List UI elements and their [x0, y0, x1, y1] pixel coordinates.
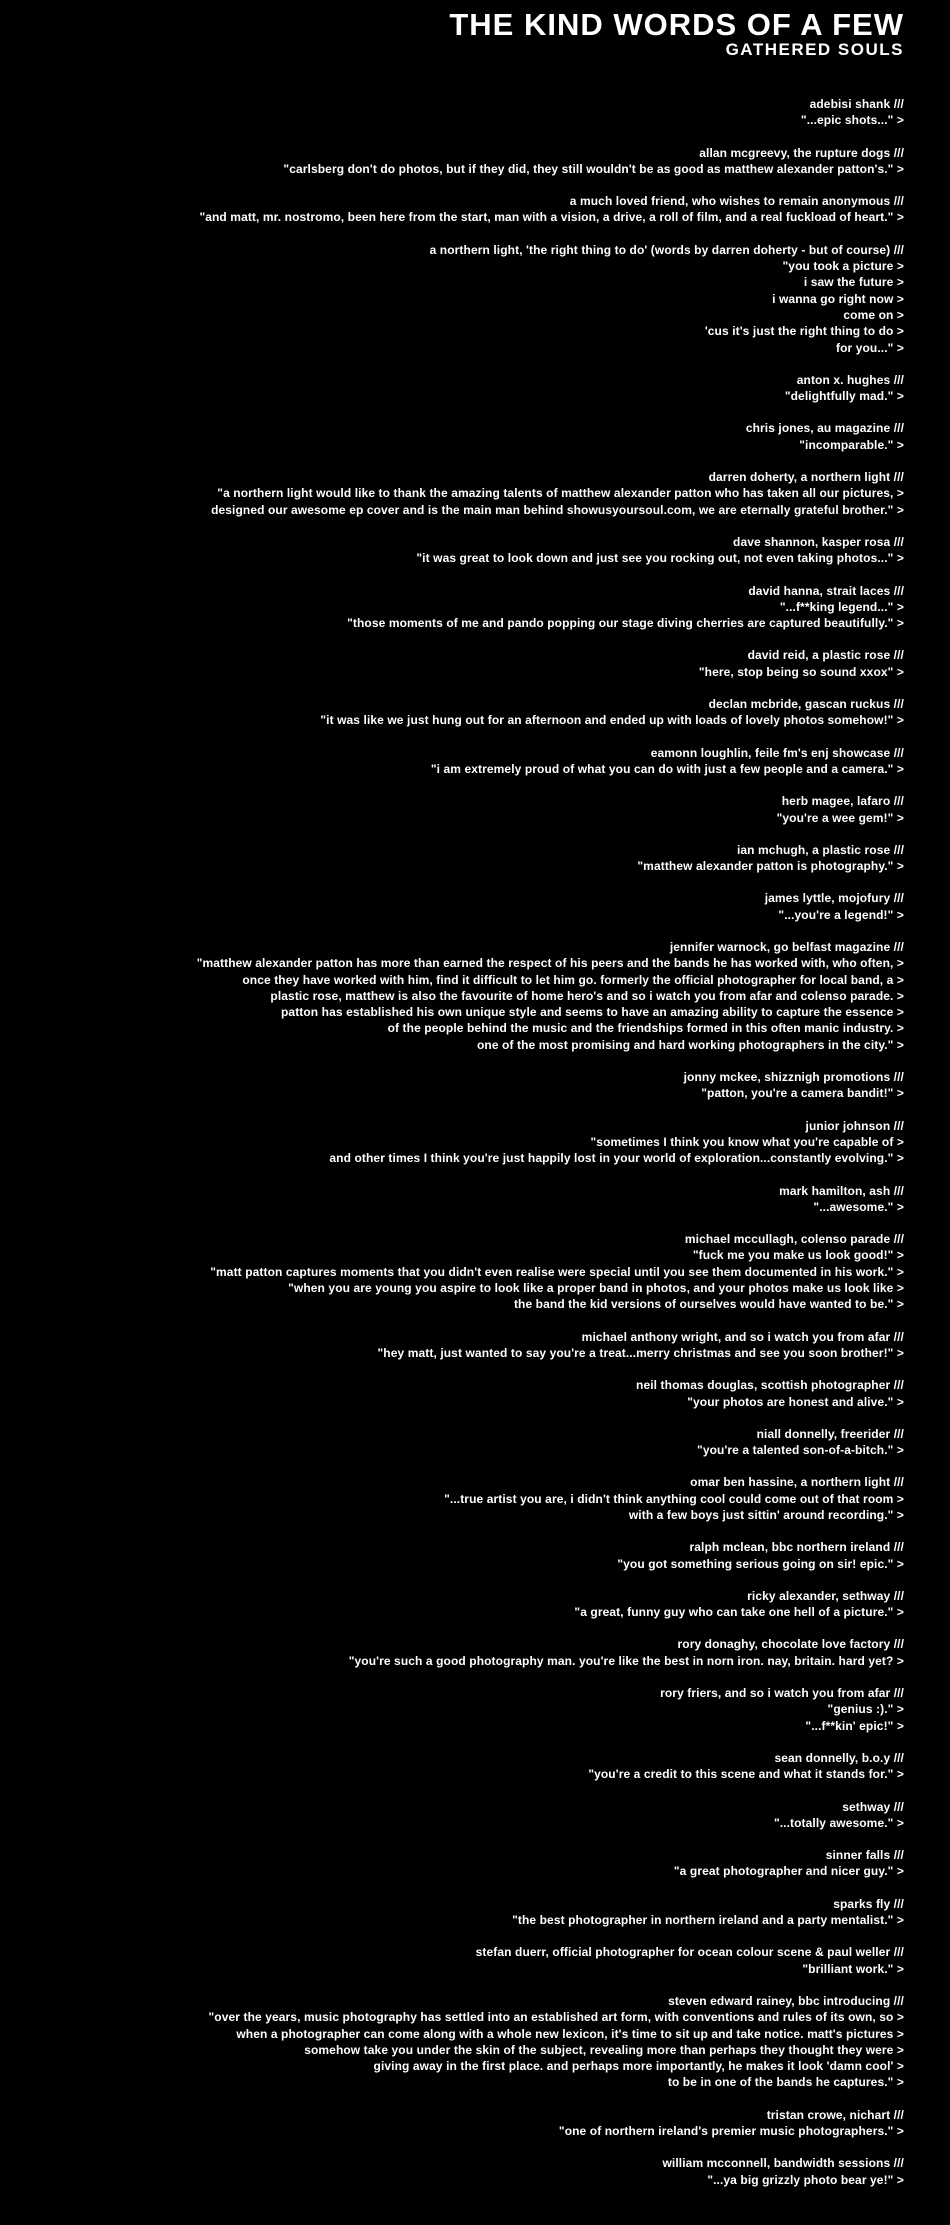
- testimonial-source: niall donnelly, freerider ///: [756, 1426, 904, 1441]
- testimonial-source: stefan duerr, official photographer for ocean colour scene & paul weller ///: [475, 1945, 904, 1960]
- testimonial-source: sean donnelly, b.o.y ///: [774, 1750, 904, 1765]
- testimonial-source: eamonn loughlin, feile fm's enj showcase ///: [650, 745, 904, 760]
- testimonial-quote-line[interactable]: "your photos are honest and alive." >: [687, 1394, 904, 1409]
- testimonial-quote-line[interactable]: i wanna go right now >: [772, 291, 904, 306]
- page-header: [30, 8, 904, 59]
- testimonial-entry: [30, 1636, 904, 1669]
- testimonial-entry: [30, 1231, 904, 1312]
- testimonial-quote-line[interactable]: "i am extremely proud of what you can do with just a few people and a camera." >: [430, 761, 904, 776]
- testimonial-entry: [30, 242, 904, 356]
- testimonial-source: tristan crowe, nichart ///: [766, 2107, 904, 2122]
- testimonial-quote-line[interactable]: when a photographer can come along with a whole new lexicon, it's time to sit up and take notice. matt's pictures >: [236, 2026, 904, 2041]
- testimonial-quote-line[interactable]: one of the most promising and hard working photographers in the city." >: [476, 1037, 904, 1052]
- testimonial-source: sinner falls ///: [825, 1848, 904, 1863]
- testimonial-source: ralph mclean, bbc northern ireland ///: [689, 1540, 904, 1555]
- testimonial-source: chris jones, au magazine ///: [745, 421, 904, 436]
- testimonial-quote-line[interactable]: "incomparable." >: [799, 437, 904, 452]
- testimonial-source: david reid, a plastic rose ///: [747, 648, 904, 663]
- testimonial-entry: [30, 1474, 904, 1523]
- testimonial-source: michael anthony wright, and so i watch you from afar ///: [581, 1329, 904, 1344]
- testimonial-source: james lyttle, mojofury ///: [764, 891, 904, 906]
- testimonial-quote-line[interactable]: "...f**kin' epic!" >: [805, 1718, 904, 1733]
- testimonial-quote-line[interactable]: plastic rose, matthew is also the favourite of home hero's and so i watch you from afar and colenso parade. >: [270, 988, 904, 1003]
- testimonial-entry: [30, 1183, 904, 1216]
- testimonial-source: rory friers, and so i watch you from afar ///: [660, 1686, 904, 1701]
- testimonial-entry: [30, 583, 904, 632]
- testimonial-entry: [30, 372, 904, 405]
- testimonial-source: declan mcbride, gascan ruckus ///: [708, 697, 904, 712]
- testimonial-quote-line[interactable]: "carlsberg don't do photos, but if they did, they still wouldn't be as good as matthew alexander patton's." >: [283, 161, 904, 176]
- testimonial-quote-line[interactable]: the band the kid versions of ourselves would have wanted to be." >: [513, 1297, 904, 1312]
- testimonial-source: rory donaghy, chocolate love factory ///: [677, 1637, 904, 1652]
- testimonial-source: mark hamilton, ash ///: [779, 1183, 904, 1198]
- testimonial-entry: [30, 696, 904, 729]
- testimonial-source: jonny mckee, shizznigh promotions ///: [683, 1070, 904, 1085]
- testimonial-quote-line[interactable]: "over the years, music photography has settled into an established art form, with conventions and rules of its own, so >: [208, 2010, 904, 2025]
- testimonial-entry: [30, 939, 904, 1053]
- testimonial-quote-line[interactable]: "matthew alexander patton is photography." >: [637, 859, 904, 874]
- testimonial-quote-line[interactable]: "the best photographer in northern ireland and a party mentalist." >: [512, 1913, 904, 1928]
- testimonial-entry: [30, 890, 904, 923]
- testimonial-quote-line[interactable]: "...totally awesome." >: [773, 1815, 904, 1830]
- testimonial-quote-line[interactable]: "...ya big grizzly photo bear ye!" >: [707, 2172, 904, 2187]
- testimonial-quote-line[interactable]: "a great, funny guy who can take one hell of a picture." >: [574, 1605, 904, 1620]
- testimonial-quote-line[interactable]: "fuck me you make us look good!" >: [692, 1248, 904, 1263]
- testimonial-quote-line[interactable]: "you took a picture >: [782, 259, 904, 274]
- testimonial-quote-line[interactable]: "...epic shots..." >: [800, 113, 904, 128]
- testimonial-entry: [30, 745, 904, 778]
- testimonial-source: sethway ///: [842, 1799, 904, 1814]
- testimonial-quote-line[interactable]: "it was great to look down and just see you rocking out, not even taking photos..." >: [416, 551, 904, 566]
- testimonial-entry: [30, 1799, 904, 1832]
- testimonial-entry: [30, 1377, 904, 1410]
- testimonial-source: jennifer warnock, go belfast magazine ///: [669, 939, 904, 954]
- testimonial-quote-line[interactable]: "you're a wee gem!" >: [776, 810, 904, 825]
- testimonial-quote-line[interactable]: for you..." >: [836, 340, 904, 355]
- testimonial-quote-line[interactable]: "matt patton captures moments that you didn't even realise were special until you see them documented in his work." >: [210, 1264, 904, 1279]
- testimonial-entry: [30, 1588, 904, 1621]
- testimonial-quote-line[interactable]: "those moments of me and pando popping our stage diving cherries are captured beautifully." >: [347, 616, 904, 631]
- testimonial-quote-line[interactable]: "...you're a legend!" >: [778, 907, 904, 922]
- testimonial-quote-line[interactable]: i saw the future >: [803, 275, 904, 290]
- testimonial-source: a northern light, 'the right thing to do' (words by darren doherty - but of course) ///: [429, 242, 904, 257]
- testimonial-quote-line[interactable]: "sometimes I think you know what you're capable of >: [590, 1134, 904, 1149]
- testimonial-quote-line[interactable]: of the people behind the music and the friendships formed in this often manic industry. >: [387, 1021, 904, 1036]
- testimonial-quote-line[interactable]: "hey matt, just wanted to say you're a treat...merry christmas and see you soon brother!" >: [377, 1345, 904, 1360]
- testimonial-source: junior johnson ///: [805, 1118, 904, 1133]
- testimonial-source: dave shannon, kasper rosa ///: [733, 534, 904, 549]
- testimonial-quote-line[interactable]: to be in one of the bands he captures." >: [667, 2075, 904, 2090]
- testimonial-source: allan mcgreevy, the rupture dogs ///: [699, 145, 904, 160]
- testimonial-entry: [30, 96, 904, 129]
- testimonial-quote-line[interactable]: giving away in the first place. and perhaps more importantly, he makes it look 'damn cool' >: [373, 2059, 904, 2074]
- testimonial-source: steven edward rainey, bbc introducing ///: [668, 1993, 904, 2008]
- testimonial-source: adebisi shank ///: [809, 97, 904, 111]
- testimonial-entry: [30, 1750, 904, 1783]
- testimonial-source: ian mchugh, a plastic rose ///: [736, 842, 904, 857]
- testimonial-quote-line[interactable]: "brilliant work." >: [802, 1961, 904, 1976]
- testimonial-entry: [30, 534, 904, 567]
- testimonial-entry: [30, 1944, 904, 1977]
- testimonial-source: omar ben hassine, a northern light ///: [690, 1475, 904, 1490]
- testimonial-source: david hanna, strait laces ///: [748, 583, 904, 598]
- testimonial-quote-line[interactable]: "you got something serious going on sir! epic." >: [617, 1556, 904, 1571]
- testimonial-quote-line[interactable]: 'cus it's just the right thing to do >: [704, 324, 904, 339]
- testimonial-quote-line[interactable]: and other times I think you're just happily lost in your world of exploration...constantly evolving." >: [329, 1151, 904, 1166]
- testimonial-entry: [30, 1118, 904, 1167]
- testimonial-quote-line[interactable]: "...awesome." >: [813, 1199, 904, 1214]
- testimonial-source: a much loved friend, who wishes to remain anonymous ///: [569, 194, 904, 209]
- testimonial-entry: [30, 793, 904, 826]
- page-title: THE KIND WORDS OF A FEW: [449, 7, 904, 42]
- testimonial-source: michael mccullagh, colenso parade ///: [684, 1232, 904, 1247]
- testimonial-entry: [30, 420, 904, 453]
- testimonial-entry: [30, 1685, 904, 1734]
- testimonial-quote-line[interactable]: "delightfully mad." >: [784, 389, 904, 404]
- testimonials-list: [30, 96, 904, 2188]
- testimonial-source: sparks fly ///: [833, 1896, 904, 1911]
- testimonial-quote-line[interactable]: with a few boys just sittin' around recording." >: [628, 1508, 904, 1522]
- page-subtitle: GATHERED SOULS: [725, 40, 904, 59]
- testimonial-quote-line[interactable]: "patton, you're a camera bandit!" >: [701, 1086, 904, 1101]
- testimonial-quote-line[interactable]: patton has established his own unique style and seems to have an amazing ability to capture the essence >: [280, 1005, 904, 1020]
- testimonial-entry: [30, 1329, 904, 1362]
- testimonial-quote-line[interactable]: "matthew alexander patton has more than earned the respect of his peers and the bands he has worked with, who often, >: [196, 956, 904, 971]
- testimonial-entry: [30, 1539, 904, 1572]
- testimonial-quote-line[interactable]: "...f**king legend..." >: [779, 599, 904, 614]
- testimonial-entry: [30, 1426, 904, 1459]
- testimonial-quote-line[interactable]: "a great photographer and nicer guy." >: [673, 1864, 904, 1879]
- testimonial-quote-line[interactable]: "here, stop being so sound xxox" >: [698, 664, 904, 679]
- testimonial-quote-line[interactable]: once they have worked with him, find it difficult to let him go. formerly the official photographer for local band, a >: [242, 972, 904, 987]
- testimonial-quote-line[interactable]: "...true artist you are, i didn't think anything cool could come out of that room >: [444, 1491, 904, 1506]
- testimonial-quote-line[interactable]: "a northern light would like to thank the amazing talents of matthew alexander patton who has taken all our pictures, >: [217, 486, 904, 501]
- testimonial-quote-line[interactable]: "you're a talented son-of-a-bitch." >: [697, 1443, 904, 1458]
- testimonial-quote-line[interactable]: "genius :)." >: [827, 1702, 904, 1717]
- testimonial-quote-line[interactable]: "one of northern ireland's premier music photographers." >: [558, 2124, 904, 2139]
- testimonial-entry: [30, 647, 904, 680]
- testimonial-entry: [30, 1993, 904, 2091]
- testimonial-quote-line[interactable]: come on >: [843, 307, 904, 322]
- testimonial-entry: [30, 842, 904, 875]
- testimonial-entry: [30, 2155, 904, 2188]
- testimonial-quote-line[interactable]: "you're a credit to this scene and what it stands for." >: [588, 1767, 904, 1782]
- testimonial-quote-line[interactable]: "when you are young you aspire to look like a proper band in photos, and your photos make us look like >: [288, 1281, 904, 1296]
- testimonial-source: william mcconnell, bandwidth sessions ///: [662, 2156, 904, 2171]
- testimonial-source: herb magee, lafaro ///: [781, 794, 904, 809]
- testimonial-entry: [30, 1896, 904, 1929]
- testimonial-source: ricky alexander, sethway ///: [747, 1588, 904, 1603]
- testimonial-source: neil thomas douglas, scottish photographer ///: [636, 1378, 904, 1393]
- testimonial-entry: [30, 1847, 904, 1880]
- testimonial-quote-line[interactable]: designed our awesome ep cover and is the main man behind showusyoursoul.com, we are eternally grateful brother." >: [211, 502, 904, 517]
- testimonial-entry: [30, 469, 904, 518]
- testimonial-quote-line[interactable]: "you're such a good photography man. you're like the best in norn iron. nay, britain. hard yet? >: [348, 1653, 904, 1668]
- testimonial-source: darren doherty, a northern light ///: [708, 470, 904, 485]
- testimonial-quote-line[interactable]: "and matt, mr. nostromo, been here from the start, man with a vision, a drive, a roll of film, and a real fuckload of heart." >: [199, 210, 904, 225]
- testimonial-entry: [30, 1069, 904, 1102]
- testimonial-quote-line[interactable]: somehow take you under the skin of the subject, revealing more than perhaps they thought they were >: [304, 2042, 904, 2057]
- testimonial-source: anton x. hughes ///: [796, 372, 904, 387]
- testimonial-entry: [30, 145, 904, 178]
- testimonial-quote-line[interactable]: "it was like we just hung out for an afternoon and ended up with loads of lovely photos somehow!" >: [320, 713, 904, 728]
- testimonial-entry: [30, 193, 904, 226]
- testimonial-entry: [30, 2107, 904, 2140]
